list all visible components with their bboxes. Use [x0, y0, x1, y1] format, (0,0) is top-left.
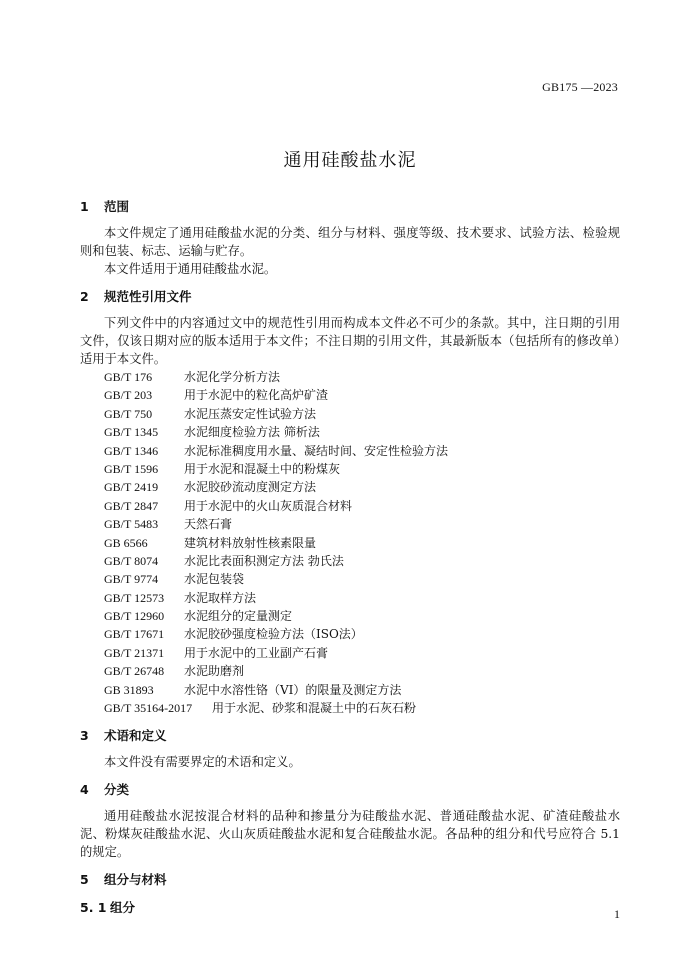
reference-item [104, 460, 620, 478]
reference-code: GB/T 12573 [104, 590, 165, 605]
paragraph: 下列文件中的内容通过文中的规范性引用而构成本文件必不可少的条款。其中，注日期的引用文件，仅该日期对应的版本适用于本文件；不注日期的引用文件，其最新版本（包括所有的修改单）适用于本文件。 [80, 316, 620, 366]
paragraph: 本文件适用于通用硅酸盐水泥。 [104, 262, 277, 276]
reference-title: 水泥标准稠度用水量、凝结时间、安定性检验方法 [184, 443, 449, 458]
section-title: 分类 [104, 782, 130, 798]
reference-title: 用于水泥中的火山灰质混合材料 [184, 498, 353, 513]
reference-item [104, 699, 620, 717]
reference-item [104, 515, 620, 533]
reference-item [104, 534, 620, 552]
reference-item [104, 589, 620, 607]
page-number: 1 [614, 907, 620, 921]
reference-title: 水泥胶砂流动度测定方法 [184, 480, 317, 495]
reference-code: GB/T 2847 [104, 498, 159, 513]
reference-title: 天然石膏 [184, 517, 233, 532]
reference-item [104, 552, 620, 570]
section-number: 5 [80, 872, 89, 888]
reference-code: GB/T 203 [104, 388, 153, 403]
reference-title: 水泥中水溶性铬（VI）的限量及测定方法 [184, 682, 402, 697]
section-number: 1 [80, 199, 89, 214]
reference-item [104, 644, 620, 662]
reference-item [104, 423, 620, 441]
reference-item [104, 405, 620, 423]
reference-title: 水泥化学分析方法 [184, 370, 281, 384]
section-heading [80, 781, 620, 799]
reference-code: GB/T 9774 [104, 572, 159, 587]
subsection-heading [80, 899, 620, 917]
reference-title: 水泥助磨剂 [184, 664, 245, 679]
section-title: 范围 [104, 199, 130, 214]
reference-code: GB/T 1346 [104, 443, 159, 458]
paragraph: 通用硅酸盐水泥按混合材料的品种和掺量分为硅酸盐水泥、普通硅酸盐水泥、矿渣硅酸盐水泥、粉煤灰硅酸盐水泥、火山灰质硅酸盐水泥和复合硅酸盐水泥。各品种的组分和代号应符合 5.1 的规定。 [80, 809, 620, 860]
paragraph: 本文件没有需要界定的术语和定义。 [104, 755, 301, 770]
reference-code: GB/T 12960 [104, 609, 165, 624]
reference-code: GB/T 1345 [104, 425, 159, 440]
reference-title: 用于水泥、砂浆和混凝土中的石灰石粉 [212, 701, 417, 716]
reference-list [80, 368, 620, 717]
subsection-number: 5. 1 [80, 900, 107, 916]
reference-title: 建筑材料放射性核素限量 [184, 535, 317, 550]
reference-code: GB/T 2419 [104, 480, 159, 495]
reference-code: GB/T 1596 [104, 461, 159, 476]
section-number: 2 [80, 289, 89, 304]
standard-code: GB175 —2023 [542, 80, 618, 94]
reference-item [104, 478, 620, 496]
reference-item [104, 497, 620, 515]
section-heading [80, 871, 620, 889]
reference-title: 水泥胶砂强度检验方法（ISO法） [184, 627, 363, 642]
section-heading [80, 288, 620, 306]
section-title: 术语和定义 [104, 728, 167, 744]
reference-title: 水泥比表面积测定方法 勃氏法 [184, 553, 344, 568]
reference-item [104, 662, 620, 680]
section-heading [80, 198, 620, 216]
reference-code: GB/T 21371 [104, 645, 165, 660]
reference-code: GB/T 750 [104, 406, 153, 421]
section-number: 3 [80, 728, 89, 744]
reference-title: 用于水泥和混凝土中的粉煤灰 [184, 461, 341, 476]
reference-title: 用于水泥中的粒化高炉矿渣 [184, 388, 329, 403]
reference-item [104, 368, 620, 386]
reference-title: 水泥细度检验方法 筛析法 [184, 425, 320, 440]
reference-code: GB/T 8074 [104, 553, 159, 568]
reference-title: 水泥包装袋 [184, 572, 245, 587]
subsection-title: 组分 [110, 900, 136, 916]
reference-item [104, 607, 620, 625]
reference-code: GB/T 26748 [104, 664, 165, 679]
section-heading [80, 727, 620, 745]
reference-title: 水泥压蒸安定性试验方法 [184, 406, 317, 421]
reference-title: 水泥组分的定量测定 [184, 609, 293, 624]
reference-title: 用于水泥中的工业副产石膏 [184, 645, 329, 660]
reference-code: GB/T 5483 [104, 517, 159, 532]
reference-code: GB/T 35164-2017 [104, 701, 193, 716]
document-body [80, 198, 620, 917]
reference-code: GB/T 176 [104, 370, 153, 384]
reference-code: GB 6566 [104, 535, 148, 550]
document-title: 通用硅酸盐水泥 [283, 150, 417, 171]
paragraph: 本文件规定了通用硅酸盐水泥的分类、组分与材料、强度等级、技术要求、试验方法、检验规则和包装、标志、运输与贮存。 [80, 226, 620, 258]
reference-title: 水泥取样方法 [184, 590, 257, 605]
section-number: 4 [80, 782, 89, 798]
reference-item [104, 386, 620, 404]
section-title: 组分与材料 [104, 872, 167, 888]
reference-item [104, 625, 620, 643]
reference-code: GB 31893 [104, 682, 154, 697]
reference-item [104, 442, 620, 460]
reference-item [104, 681, 620, 699]
reference-item [104, 570, 620, 588]
section-title: 规范性引用文件 [104, 289, 192, 304]
reference-code: GB/T 17671 [104, 627, 165, 642]
